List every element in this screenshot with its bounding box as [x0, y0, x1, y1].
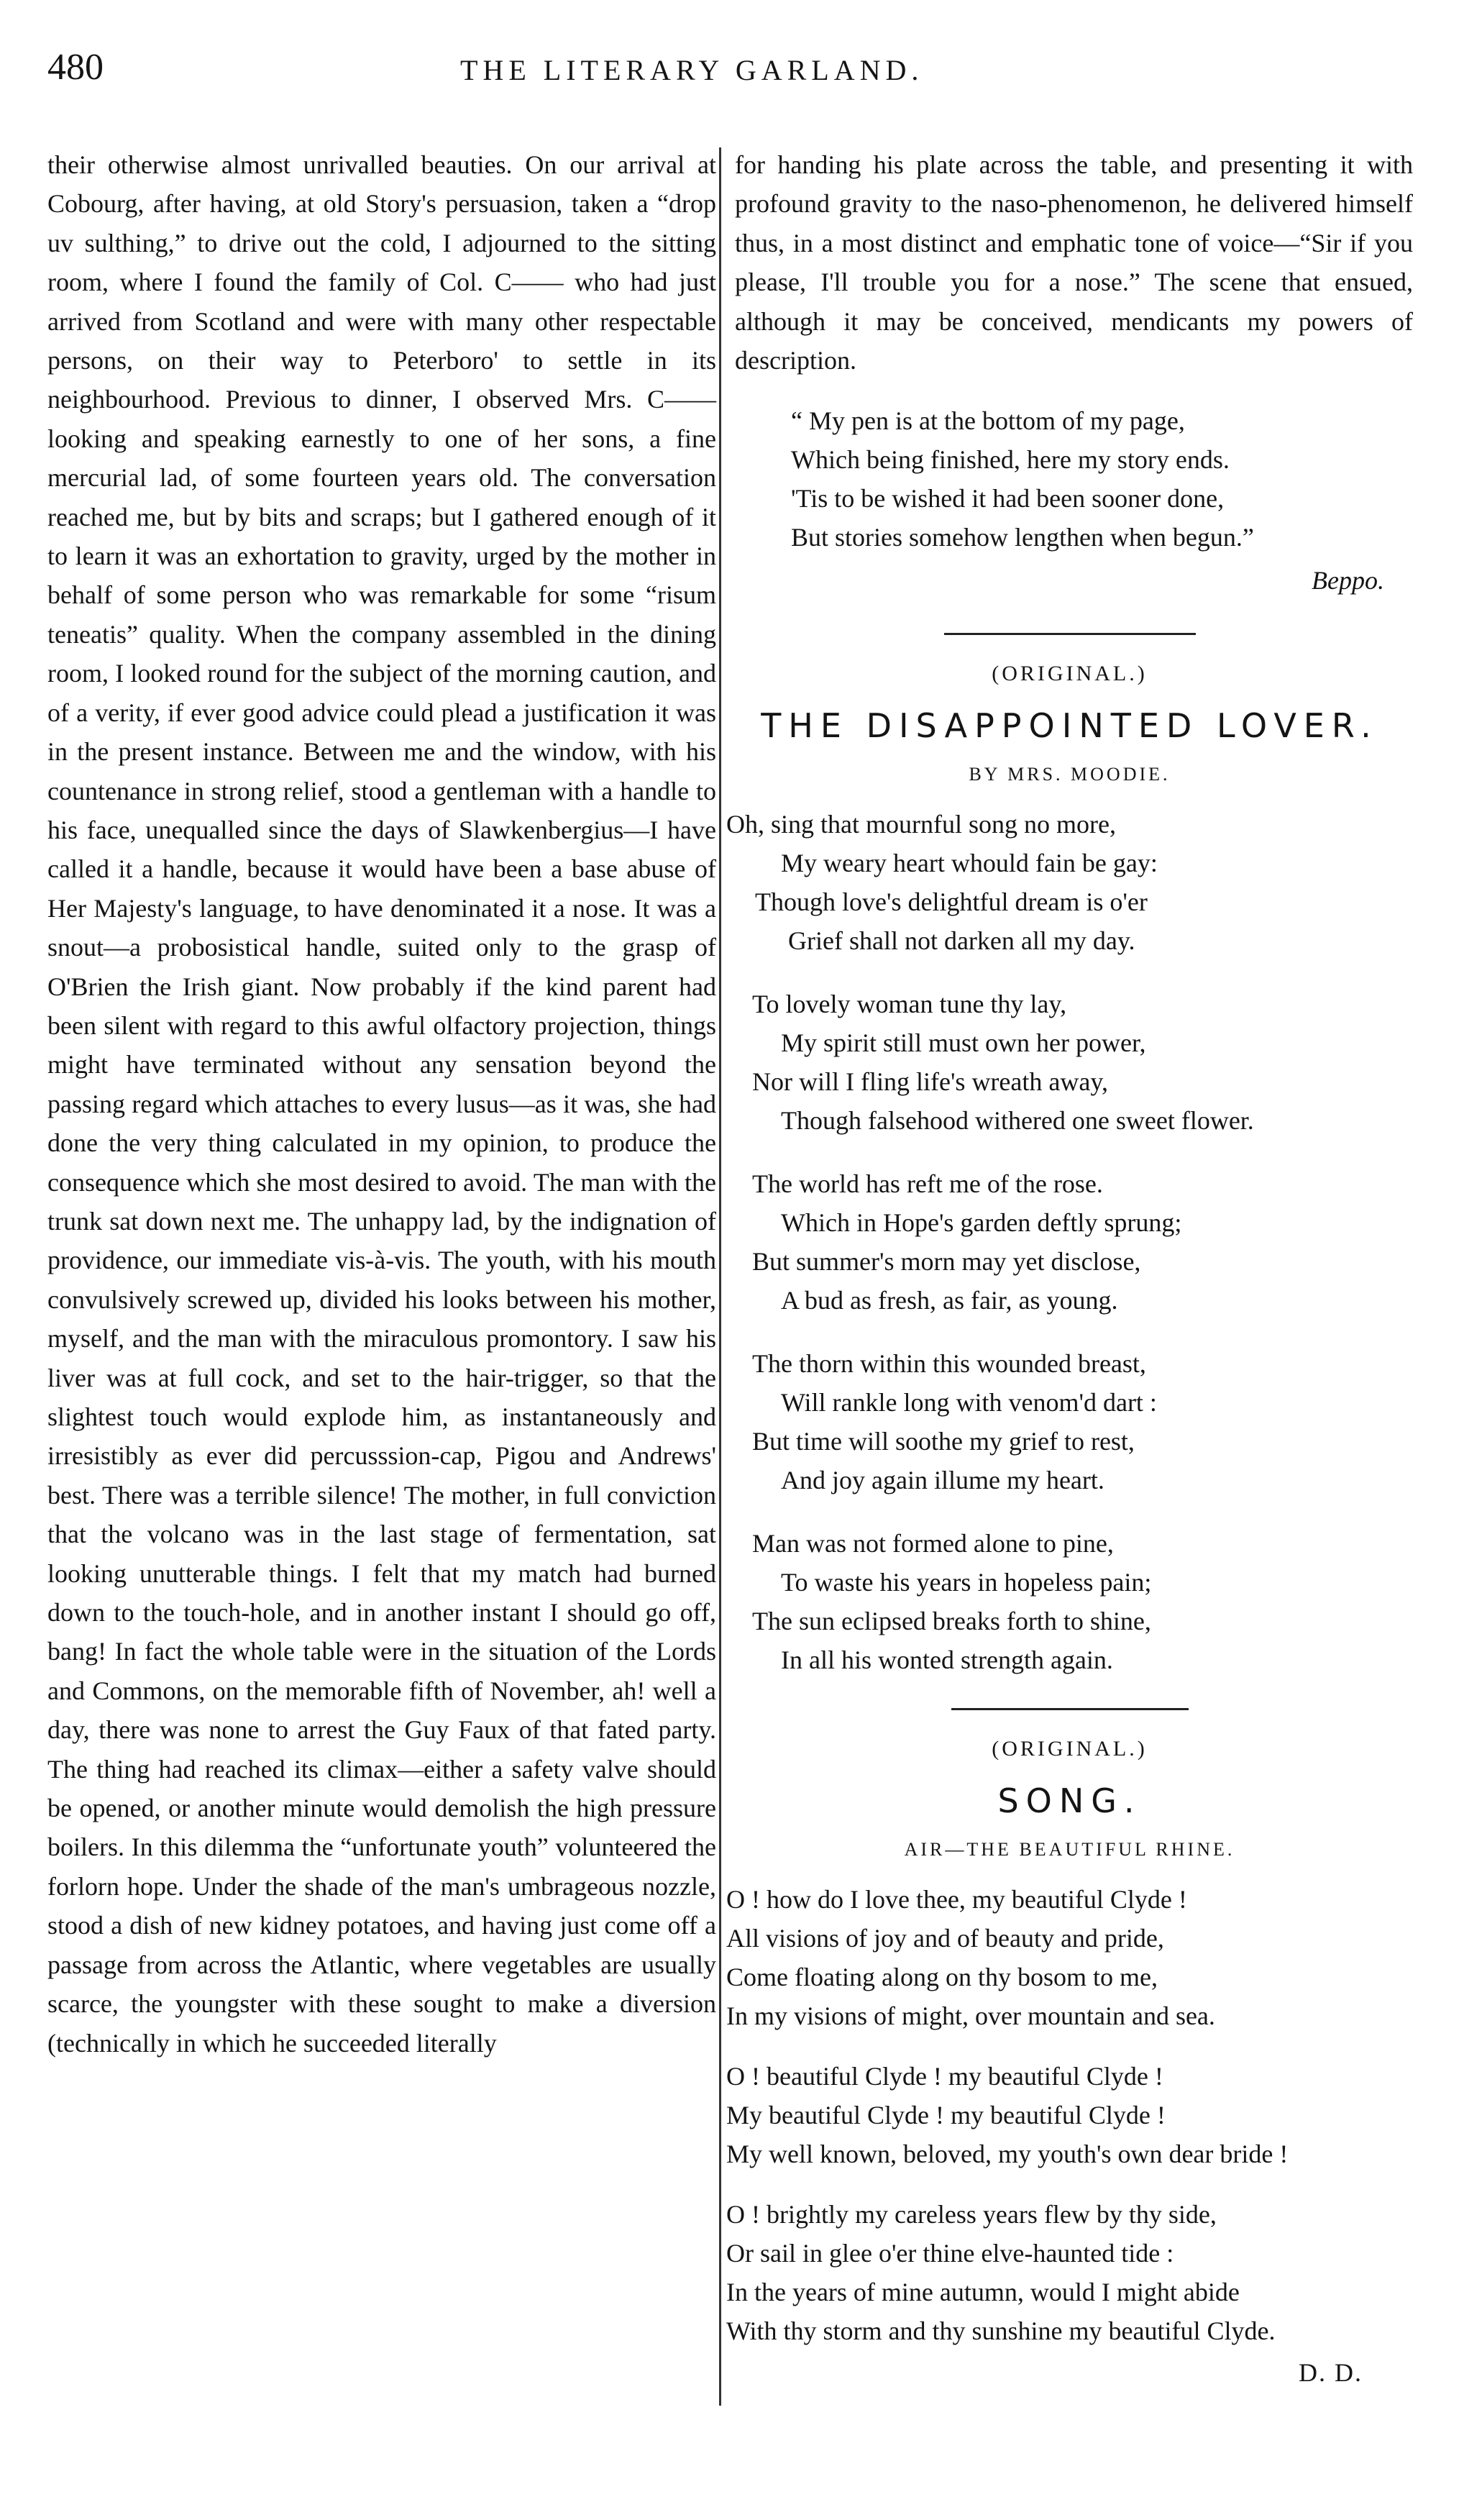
verse-line: In all his wonted strength again.: [781, 1645, 1113, 1675]
original-label: (ORIGINAL.): [992, 662, 1148, 686]
verse-line: The thorn within this wounded breast,: [752, 1349, 1146, 1379]
poem-title: THE DISAPPOINTED LOVER.: [761, 706, 1378, 746]
verse-line: Though love's delightful dream is o'er: [755, 887, 1148, 917]
verse-line: My well known, beloved, my youth's own dear bride !: [726, 2140, 1289, 2169]
verse-line: To lovely woman tune thy lay,: [752, 990, 1067, 1019]
verse-line: In my visions of might, over mountain and sea.: [726, 2001, 1215, 2031]
quote-line: But stories somehow lengthen when begun.”: [791, 523, 1254, 552]
verse-line: My weary heart whould fain be gay:: [781, 849, 1158, 878]
verse-line: All visions of joy and of beauty and pride,: [726, 1924, 1164, 1953]
verse-line: To waste his years in hopeless pain;: [781, 1568, 1152, 1597]
verse-line: O ! brightly my careless years flew by thy side,: [726, 2200, 1217, 2229]
poem-stanza: [726, 1164, 1413, 1320]
poem-stanza: [726, 985, 1413, 1140]
page-header: [0, 46, 1482, 111]
quote-line: 'Tis to be wished it had been sooner done,: [791, 484, 1225, 513]
verse-line: Will rankle long with venom'd dart :: [781, 1388, 1157, 1418]
page-number: 480: [47, 47, 104, 88]
verse-line: My beautiful Clyde ! my beautiful Clyde !: [726, 2101, 1166, 2130]
prose-paragraph: their otherwise almost unrivalled beauties. On our arrival at Cobourg, after having, at old Story's persuasion, taken a “drop uv sulthing,” to drive out the cold, I adjourned to the sitting room, where I found the family of Col. C—— who had just arrived from Scotland and were with many other respectable persons, on their way to Peterboro' to settle in its neighbourhood. Previous to dinner, I observed Mrs. C—— looking and speaking earnestly to one of her sons, a fine mercurial lad, of some fourteen years old. The conversation reached me, but by bits and scraps; but I gathered enough of it to learn it was an exhortation to gravity, urged by the mother in behalf of some person who was remarkable for some “risum teneatis” quality. When the company assembled in the dining room, I looked round for the subject of the morning caution, and of a verity, if ever good advice could plead a justification it was in the present instance. Between me and the window, with his countenance in strong relief, stood a gentleman with a handle to his face, unequalled since the days of Slawkenbergius—I have called it a handle, because it would have been a base abuse of Her Majesty's language, to have denominated it a nose. It was a snout—a probosistical handle, suited only to the grasp of O'Brien the Irish giant. Now probably if the kind parent had been silent with regard to this awful olfactory projection, things might have terminated without any sensation beyond the passing regard which attaches to every lusus—as it was, she had done the very thing calculated in my opinion, to produce the consequence which she most desired to avoid. The man with the trunk sat down next me. The unhappy lad, by the indignation of providence, our immediate vis-à-vis. The youth, with his mouth convulsively screwed up, divided his looks between his mother, myself, and the man with the miraculous promontory. I saw his liver was at full cock, and set to the hair-trigger, so that the slightest touch would explode him, as instantaneously and irresistibly as ever did percusssion-cap, Pigou and Andrews' best. There was a terrible silence! The mother, in full conviction that the volcano was in the last stage of fermentation, sat looking unutterable things. I felt that my match had burned down to the touch-hole, and in another instant I should go off, bang! In fact the whole table were in the situation of the Lords and Commons, on the memorable fifth of November, ah! well a day, there was none to arrest the Guy Faux of that fated party. The thing had reached its climax—either a safety valve should be opened, or another minute would demolish the high pressure boilers. In this dilemma the “unfortunate youth” volunteered the forlorn hope. Under the shade of the man's umbrageous nozzle, stood a dish of new kidney potatoes, and having just come off a passage from across the Atlantic, where vegetables are usually scarce, the youngster with these sought to make a diversion (technically in which he succeeded literally: [47, 150, 716, 2058]
verse-line: In the years of mine autumn, would I might abide: [726, 2278, 1240, 2307]
quote-line: Which being finished, here my story ends.: [791, 445, 1230, 475]
verse-line: My spirit still must own her power,: [781, 1028, 1146, 1058]
poem-stanza: [726, 805, 1413, 960]
verse-line: Grief shall not darken all my day.: [788, 926, 1135, 956]
verse-line: Though falsehood withered one sweet flower.: [781, 1106, 1254, 1136]
verse-line: O ! how do I love thee, my beautiful Clyde !: [726, 1885, 1187, 1914]
song-stanza: [726, 1880, 1413, 2035]
left-column: [47, 145, 716, 2063]
quote-attribution: Beppo.: [1312, 566, 1384, 595]
section-rule: [951, 1708, 1189, 1710]
song-stanza: [726, 2195, 1413, 2350]
original-label: (ORIGINAL.): [992, 1737, 1148, 1761]
song-stanza: [726, 2057, 1413, 2173]
quote-line: “ My pen is at the bottom of my page,: [791, 406, 1185, 436]
song-title: SONG.: [997, 1781, 1142, 1821]
running-title: THE LITERARY GARLAND.: [460, 54, 924, 86]
verse-line: A bud as fresh, as fair, as young.: [781, 1286, 1118, 1315]
verse-quotation: [791, 401, 1413, 557]
verse-line: Oh, sing that mournful song no more,: [726, 810, 1116, 839]
verse-line: Come floating along on thy bosom to me,: [726, 1963, 1158, 1992]
poem-stanza: [726, 1524, 1413, 1679]
verse-line: But summer's morn may yet disclose,: [752, 1247, 1141, 1277]
verse-line: Man was not formed alone to pine,: [752, 1529, 1114, 1558]
verse-line: Which in Hope's garden deftly sprung;: [781, 1208, 1182, 1238]
author-signature: D. D.: [1299, 2358, 1363, 2388]
verse-line: But time will soothe my grief to rest,: [752, 1427, 1135, 1456]
poem-stanza: [726, 1344, 1413, 1499]
verse-line: The world has reft me of the rose.: [752, 1169, 1103, 1199]
song-air: AIR—THE BEAUTIFUL RHINE.: [904, 1839, 1235, 1861]
column-divider: [719, 147, 721, 2406]
verse-line: And joy again illume my heart.: [781, 1466, 1104, 1495]
right-column: [726, 145, 1413, 2391]
poem-byline: BY MRS. MOODIE.: [969, 764, 1171, 785]
verse-line: O ! beautiful Clyde ! my beautiful Clyde !: [726, 2062, 1163, 2091]
prose-continuation: for handing his plate across the table, and presenting it with profound gravity to the naso-phenomenon, he delivered himself thus, in a most distinct and emphatic tone of voice—“Sir if you please, I'll trouble you for a nose.” The scene that ensued, although it may be conceived, mendicants my powers of description.: [735, 150, 1413, 375]
verse-line: The sun eclipsed breaks forth to shine,: [752, 1607, 1151, 1636]
verse-line: Nor will I fling life's wreath away,: [752, 1067, 1108, 1097]
section-rule: [944, 633, 1196, 635]
verse-line: With thy storm and thy sunshine my beautiful Clyde.: [726, 2316, 1276, 2346]
verse-line: Or sail in glee o'er thine elve-haunted tide :: [726, 2239, 1174, 2268]
